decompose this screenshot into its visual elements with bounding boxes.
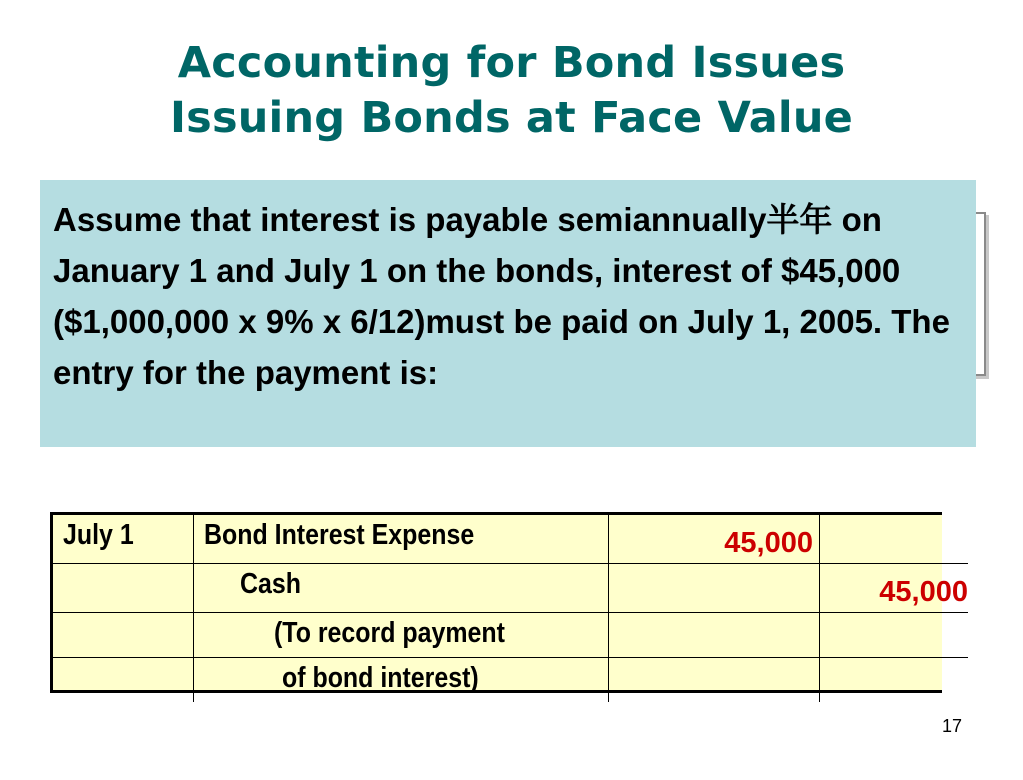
account-name: Cash [240,568,301,600]
description-cell [194,515,609,564]
table-row [53,515,968,564]
description-cell [194,613,609,658]
credit-cell [820,658,969,703]
account-name: Bond Interest Expense [204,519,475,551]
description-cell [194,658,609,703]
debit-cell [609,658,820,703]
slide-title-line-1: Accounting for Bond Issues [177,38,846,88]
date-text: July 1 [63,519,134,551]
table-row [53,658,968,703]
slide-title-line-2: Issuing Bonds at Face Value [169,93,854,143]
explanation-text: (To record payment [274,617,505,649]
date-cell [53,564,194,613]
credit-amount [820,658,968,666]
credit-cell [820,515,969,564]
description-cell [194,564,609,613]
debit-amount [609,613,819,621]
credit-amount [820,613,968,621]
explanation-text: of bond interest) [282,662,479,694]
date-cell [53,515,194,564]
credit-amount: 45,000 [879,576,968,608]
page-number: 17 [941,716,962,736]
table-row [53,564,968,613]
table-row [53,613,968,658]
debit-cell [609,613,820,658]
note-text: Assume that interest is payable semiannually半年 on January 1 and July 1 on the bonds, interest of $45,000 ($1,000,000 x 9% x 6/12)must be paid on July 1, 2005. The entry for the payment is: [53,201,950,391]
debit-cell [609,515,820,564]
date-cell [53,613,194,658]
credit-amount [820,515,968,523]
debit-amount [609,658,819,666]
debit-cell [609,564,820,613]
credit-cell [820,613,969,658]
note-box [40,180,976,447]
journal-entry-table [50,512,968,694]
credit-cell [820,564,969,613]
date-cell [53,658,194,703]
slide-title [0,36,1023,146]
debit-amount [609,564,819,572]
debit-amount: 45,000 [724,527,813,559]
